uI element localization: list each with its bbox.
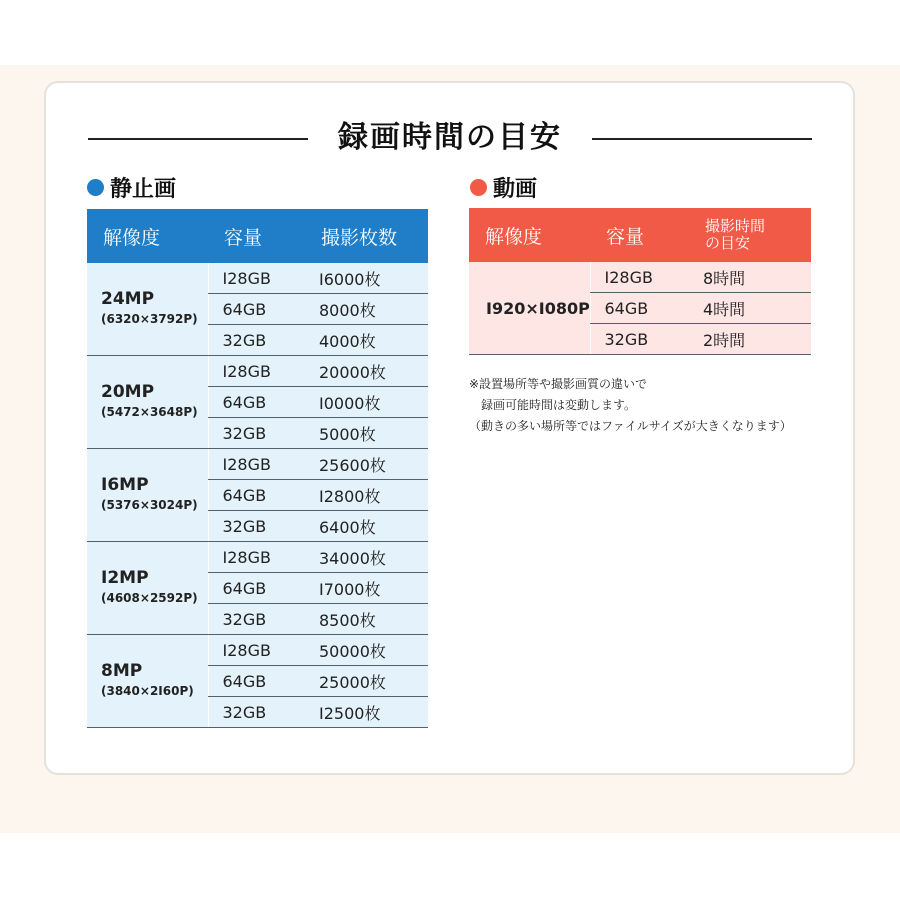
count-cell: 25600枚 xyxy=(305,449,428,480)
still-section-title xyxy=(87,172,176,202)
resolution-dimensions: (6320×3792P) xyxy=(101,312,198,326)
capacity-cell: 32GB xyxy=(208,604,305,635)
table-row xyxy=(87,263,428,294)
table-row xyxy=(87,542,428,573)
capacity-cell: 32GB xyxy=(208,511,305,542)
resolution-label: 20MP xyxy=(101,382,155,402)
count-cell: 25000枚 xyxy=(305,666,428,697)
count-cell: 50000枚 xyxy=(305,635,428,666)
resolution-cell xyxy=(87,449,208,542)
recording-notes xyxy=(469,374,829,437)
heading-rule-right xyxy=(592,138,812,140)
capacity-cell: 64GB xyxy=(208,294,305,325)
note-line: ※設置場所等や撮影画質の違いで xyxy=(469,377,648,391)
count-cell: 8500枚 xyxy=(305,604,428,635)
video-table xyxy=(469,208,811,355)
count-cell: I2500枚 xyxy=(305,697,428,728)
count-cell: 34000枚 xyxy=(305,542,428,573)
video-resolution-cell: I920×I080P xyxy=(469,262,590,355)
table-row xyxy=(87,356,428,387)
capacity-cell: 64GB xyxy=(208,387,305,418)
still-title-text: 静止画 xyxy=(110,176,177,202)
duration-cell: 4時間 xyxy=(689,293,811,324)
capacity-cell: I28GB xyxy=(208,263,305,294)
capacity-cell: 64GB xyxy=(590,293,689,324)
heading-rule-left xyxy=(88,138,308,140)
duration-cell: 8時間 xyxy=(689,262,811,293)
still-table xyxy=(87,209,428,728)
resolution-label: I2MP xyxy=(101,568,149,588)
still-header-resolution: 解像度 xyxy=(87,209,208,263)
capacity-cell: 32GB xyxy=(208,418,305,449)
video-title-text: 動画 xyxy=(493,176,538,202)
video-header-resolution: 解像度 xyxy=(469,208,590,262)
capacity-cell: 32GB xyxy=(208,325,305,356)
video-section-title xyxy=(470,172,537,202)
note-line: （動きの多い場所等ではファイルサイズが大きくなります） xyxy=(469,419,792,433)
table-row xyxy=(87,635,428,666)
capacity-cell: 32GB xyxy=(208,697,305,728)
count-cell: 8000枚 xyxy=(305,294,428,325)
video-header-duration: 撮影時間 の目安 xyxy=(689,208,811,262)
capacity-cell: I28GB xyxy=(208,449,305,480)
capacity-cell: I28GB xyxy=(590,262,689,293)
capacity-cell: I28GB xyxy=(208,356,305,387)
resolution-dimensions: (5472×3648P) xyxy=(101,405,198,419)
capacity-cell: 32GB xyxy=(590,324,689,355)
still-table-header xyxy=(87,209,428,263)
still-header-count: 撮影枚数 xyxy=(305,209,428,263)
count-cell: 4000枚 xyxy=(305,325,428,356)
capacity-cell: 64GB xyxy=(208,666,305,697)
resolution-dimensions: (5376×3024P) xyxy=(101,498,198,512)
count-cell: I7000枚 xyxy=(305,573,428,604)
count-cell: 20000枚 xyxy=(305,356,428,387)
table-row xyxy=(469,262,811,293)
resolution-dimensions: (4608×2592P) xyxy=(101,591,198,605)
capacity-cell: 64GB xyxy=(208,573,305,604)
capacity-cell: 64GB xyxy=(208,480,305,511)
still-header-capacity: 容量 xyxy=(208,209,305,263)
resolution-cell xyxy=(87,263,208,356)
still-dot-icon xyxy=(87,179,104,196)
count-cell: I6000枚 xyxy=(305,263,428,294)
count-cell: I2800枚 xyxy=(305,480,428,511)
note-line: 録画可能時間は変動します。 xyxy=(469,398,637,412)
video-table-header xyxy=(469,208,811,262)
capacity-cell: I28GB xyxy=(208,542,305,573)
table-row xyxy=(87,449,428,480)
capacity-cell: I28GB xyxy=(208,635,305,666)
resolution-cell xyxy=(87,635,208,728)
count-cell: 6400枚 xyxy=(305,511,428,542)
resolution-cell xyxy=(87,542,208,635)
resolution-label: 24MP xyxy=(101,289,155,309)
resolution-label: 8MP xyxy=(101,661,143,681)
count-cell: I0000枚 xyxy=(305,387,428,418)
resolution-label: I6MP xyxy=(101,475,149,495)
resolution-dimensions: (3840×2I60P) xyxy=(101,684,194,698)
duration-cell: 2時間 xyxy=(689,324,811,355)
resolution-cell xyxy=(87,356,208,449)
page-title: 録画時間の目安 xyxy=(338,120,562,155)
count-cell: 5000枚 xyxy=(305,418,428,449)
video-header-capacity: 容量 xyxy=(590,208,689,262)
video-dot-icon xyxy=(470,179,487,196)
